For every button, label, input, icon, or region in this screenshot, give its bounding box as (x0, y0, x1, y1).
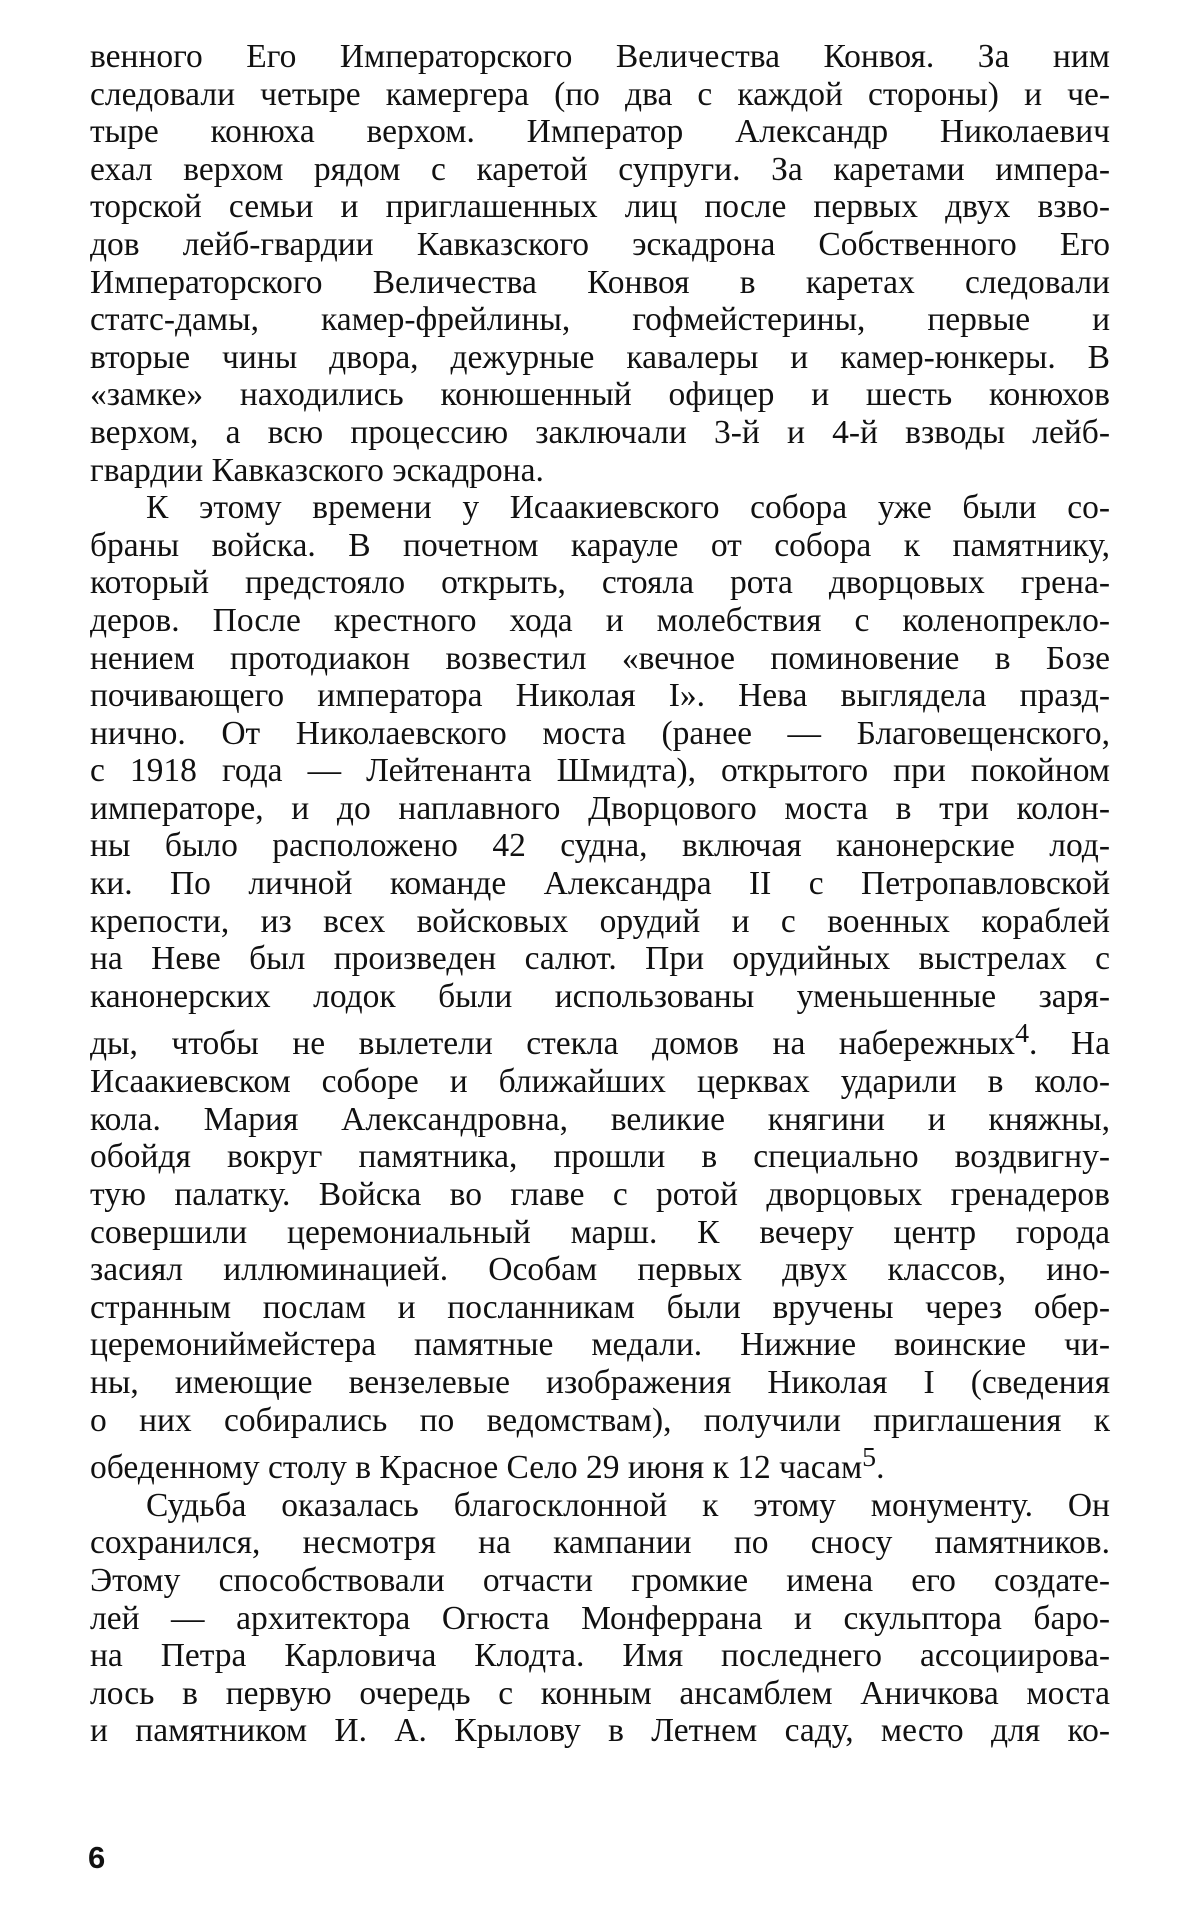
text-line: дов лейб-гвардии Кавказского эскадрона Собственного Его (90, 225, 1110, 263)
text-run: . На (1029, 1025, 1110, 1063)
text-line: статс-дамы, камер-фрейлины, гофмейстерины, первые и (90, 301, 1110, 339)
text-line: венного Его Императорского Величества Конвоя. За ним (90, 38, 1110, 75)
text-line: тыре конюха верхом. Император Александр Николаевич (90, 113, 1110, 151)
text-line: на Неве был произведен салют. При орудийных выстрелах с (90, 940, 1110, 978)
text-run: . (876, 1449, 885, 1487)
text-line: совершили церемониальный марш. К вечеру центр города (90, 1213, 1110, 1251)
text-line: браны войска. В почетном карауле от собора к памятнику, (90, 526, 1110, 564)
text-line: нением протодиакон возвестил «вечное поминовение в Бозе (90, 639, 1110, 677)
text-line: церемониймейстера памятные медали. Нижние воинские чи- (90, 1326, 1110, 1364)
text-line: верхом, а всю процессию заключали 3-й и 4-й взводы лейб- (90, 413, 1110, 451)
footnote-ref-4: 4 (1015, 1018, 1030, 1050)
text-line: засиял иллюминацией. Особам первых двух классов, ино- (90, 1251, 1110, 1289)
text-line: ки. По личной команде Александра II с Петропавловской (90, 865, 1110, 903)
text-line: тую палатку. Войска во главе с ротой дворцовых гренадеров (90, 1175, 1110, 1213)
text-line: и памятником И. А. Крылову в Летнем саду, место для ко- (90, 1712, 1110, 1750)
text-line-with-footnote (90, 1439, 1110, 1487)
paragraph-3 (90, 1487, 1110, 1750)
text-line: на Петра Карловича Клодта. Имя последнего ассоциирова- (90, 1637, 1110, 1675)
text-line: с 1918 года — Лейтенанта Шмидта), открытого при покойном (90, 752, 1110, 790)
text-line: вторые чины двора, дежурные кавалеры и камер-юнкеры. В (90, 338, 1110, 376)
text-line: Судьба оказалась благосклонной к этому монументу. Он (146, 1486, 1110, 1524)
text-line: гвардии Кавказского эскадрона. (90, 451, 544, 489)
text-line: кола. Мария Александровна, великие княгини и княжны, (90, 1100, 1110, 1138)
page-text (90, 38, 1110, 1750)
text-line: деров. После крестного хода и молебствия с коленопрекло- (90, 601, 1110, 639)
text-line: ехал верхом рядом с каретой супруги. За каретами импера- (90, 150, 1110, 188)
text-line: торской семьи и приглашенных лиц после первых двух взво- (90, 188, 1110, 226)
text-line: о них собирались по ведомствам), получили приглашения к (90, 1401, 1110, 1439)
text-run: обеденному столу в Красное Село 29 июня к 12 часам (90, 1449, 863, 1487)
paragraph-1 (90, 38, 1110, 489)
text-line: Императорского Величества Конвоя в каретах следовали (90, 263, 1110, 301)
text-line: лось в первую очередь с конным ансамблем Аничкова моста (90, 1674, 1110, 1712)
page-number: 6 (88, 1840, 106, 1875)
text-line: Этому способствовали отчасти громкие имена его создате- (90, 1562, 1110, 1600)
text-run: ды, чтобы не вылетели стекла домов на набережных (90, 1025, 1016, 1063)
text-line: канонерских лодок были использованы уменьшенные заря- (90, 977, 1110, 1015)
text-line: К этому времени у Исаакиевского собора уже были со- (146, 489, 1110, 527)
text-line: ны было расположено 42 судна, включая канонерские лод- (90, 827, 1110, 865)
text-line: ны, имеющие вензелевые изображения Николая I (сведения (90, 1363, 1110, 1401)
text-line-with-footnote (90, 1015, 1110, 1063)
text-line: почивающего императора Николая I». Нева выглядела празд- (90, 677, 1110, 715)
text-line: императоре, и до наплавного Дворцового моста в три колон- (90, 789, 1110, 827)
text-line: следовали четыре камергера (по два с каждой стороны) и че- (90, 75, 1110, 113)
text-line: крепости, из всех войсковых орудий и с военных кораблей (90, 902, 1110, 940)
text-line: Исаакиевском соборе и ближайших церквах ударили в коло- (90, 1063, 1110, 1101)
footnote-ref-5: 5 (862, 1442, 877, 1474)
text-line: «замке» находились конюшенный офицер и шесть конюхов (90, 376, 1110, 414)
text-line: сохранился, несмотря на кампании по сносу памятников. (90, 1524, 1110, 1562)
text-line: который предстояло открыть, стояла рота дворцовых грена- (90, 564, 1110, 602)
text-line: обойдя вокруг памятника, прошли в специально воздвигну- (90, 1138, 1110, 1176)
text-line: странным послам и посланникам были вручены через обер- (90, 1288, 1110, 1326)
text-line: лей — архитектора Огюста Монферрана и скульптора баро- (90, 1599, 1110, 1637)
text-line: нично. От Николаевского моста (ранее — Благовещенского, (90, 714, 1110, 752)
paragraph-2 (90, 489, 1110, 1487)
